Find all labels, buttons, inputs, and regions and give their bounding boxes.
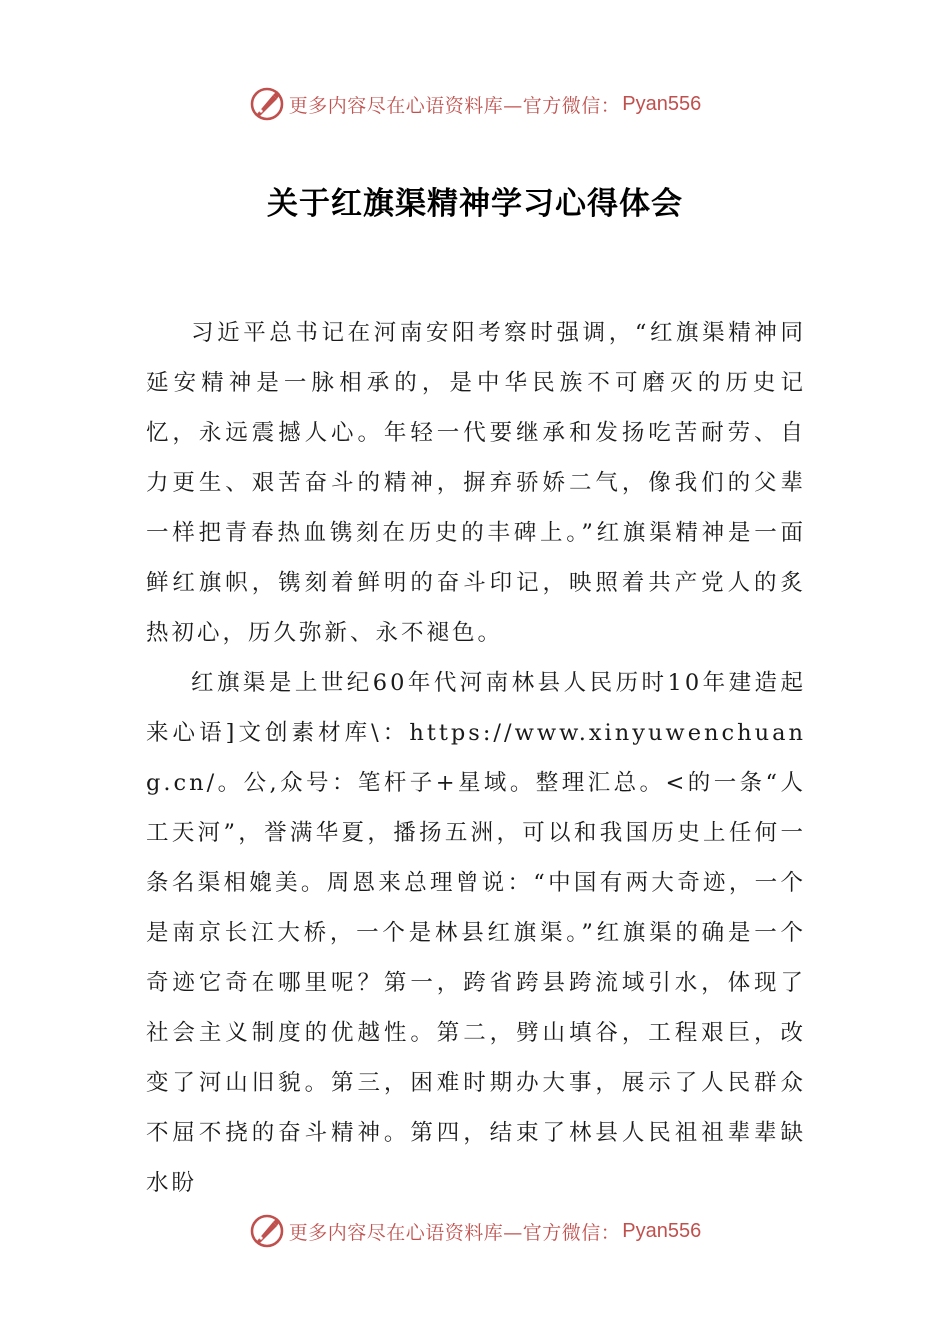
paragraph-2: 红旗渠是上世纪60年代河南林县人民历时10年建造起来心语]文创素材库\：https://www.xinyuwenchuang.cn/。公,众号：笔杆子+星域。整理汇总。<的一条“人工天河”，誉满华夏，播扬五洲，可以和我国历史上任何一条名渠相媲美。周恩来总理曾说：“中国有两大奇迹，一个是南京长江大桥，一个是林县红旗渠。”红旗渠的确是一个奇迹它奇在哪里呢？第一，跨省跨县跨流域引水，体现了社会主义制度的优越性。第二，劈山填谷，工程艰巨，改变了河山旧貌。第三，困难时期办大事，展示了人民群众不屈不挠的奋斗精神。第四，结束了林县人民祖祖辈辈缺水盼 <box>146 670 806 1196</box>
pen-nib-logo-icon <box>249 86 285 122</box>
banner-text: 更多内容尽在心语资料库—官方微信： <box>288 94 621 117</box>
footer-banner <box>0 1209 950 1253</box>
banner-text: 更多内容尽在心语资料库—官方微信： <box>288 1221 621 1244</box>
header-banner <box>0 82 950 126</box>
document-title: 关于红旗渠精神学习心得体会 <box>267 186 683 222</box>
wechat-id: Pyan556 <box>622 1219 702 1242</box>
pen-nib-logo-icon <box>249 1213 285 1249</box>
paragraph-1: 习近平总书记在河南安阳考察时强调，“红旗渠精神同延安精神是一脉相承的，是中华民族不可磨灭的历史记忆，永远震撼人心。年轻一代要继承和发扬吃苦耐劳、自力更生、艰苦奋斗的精神，摒弃骄娇二气，像我们的父辈一样把青春热血镌刻在历史的丰碑上。”红旗渠精神是一面鲜红旗帜，镌刻着鲜明的奋斗印记，映照着共产党人的炙热初心，历久弥新、永不褪色。 <box>146 320 806 646</box>
document-body <box>146 308 806 1208</box>
wechat-id: Pyan556 <box>622 92 702 115</box>
